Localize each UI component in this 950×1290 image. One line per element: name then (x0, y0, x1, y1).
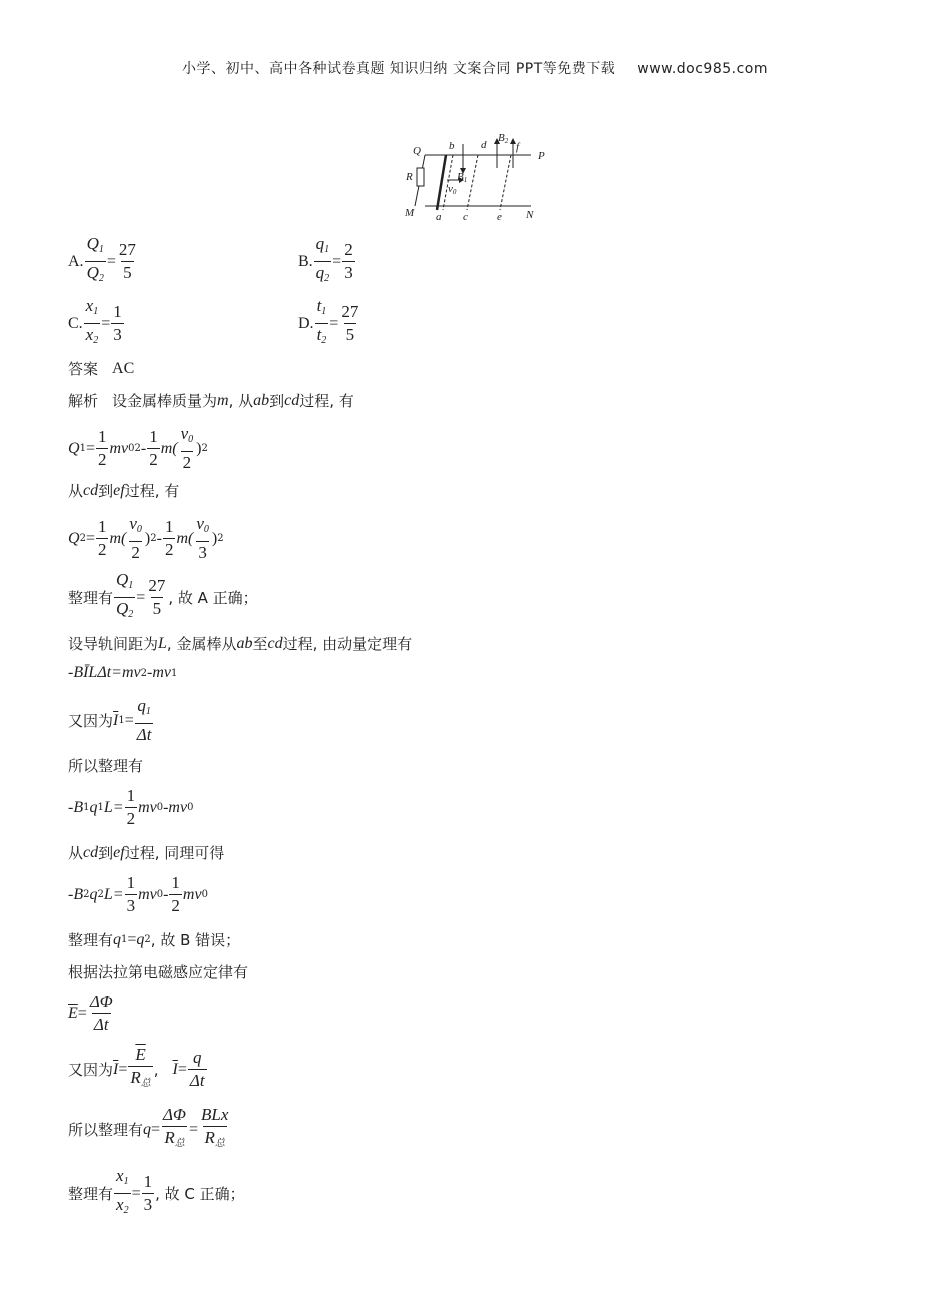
page-header (0, 58, 950, 78)
analysis-line-8: 整理有 q 1 = q 2 , 故 B 错误； (68, 930, 241, 949)
analysis-line-3: 整理有 $\frac{Q_1}{Q_2}$ = $\frac{27}{5}$ , 故 A 正确； (68, 570, 258, 625)
formula-momentum: -BĪLΔt=mv 2 -mv 1 (68, 664, 178, 681)
header-text: 小学、初中、高中各种试卷真题 知识归纳 文案合同 PPT等免费下载 (181, 61, 616, 77)
formula-emf: $\overline{E}$ = $\frac{\Delta\Phi}{\Delta t}$ (68, 992, 113, 1034)
formula-q2: Q 2 = $\frac{1}{2}$ m( $v_0$ 2 ) 2 - 1 2 m( $v_0$ 3 ) 2 (68, 514, 224, 562)
analysis-line-5: 又因为 $\overline{I}$ 1 = $\frac{q_1}{\Delta t}$ (68, 696, 152, 744)
label-d: d (481, 139, 487, 151)
label-M: M (405, 207, 415, 219)
option-d[interactable]: D. $\frac{t_1}{t_2}$ = $\frac{27}{5}$ (298, 296, 361, 351)
analysis-line-11: 所以整理有 q = ΔΦ $R_总$ = BLx $R_总$ (68, 1105, 231, 1154)
header-url: www.doc985.com (637, 61, 769, 77)
analysis-line-7: 从 cd 到 ef 过程, 同理可得 (68, 843, 225, 862)
rails-diagram (403, 128, 563, 224)
resistor (417, 168, 424, 186)
label-P: P (538, 150, 545, 162)
formula-b1: -B 1 q 1 L= $\frac{1}{2}$ mv 0 -mv 0 (68, 786, 194, 828)
label-B2: B2 (498, 132, 509, 145)
option-c[interactable]: C. $\frac{x_1}{x_2}$ = $\frac{1}{3}$ (68, 296, 125, 351)
formula-b2: -B 2 q 2 L= $\frac{1}{3}$ mv 0 - 1 2 mv 0 (68, 873, 208, 915)
label-N: N (526, 209, 534, 221)
label-b: b (449, 140, 455, 152)
label-c: c (463, 211, 468, 223)
analysis-line-6: 所以整理有 (68, 757, 144, 775)
option-b[interactable]: B. $\frac{q_1}{q_2}$ = $\frac{2}{3}$ (298, 234, 356, 289)
analysis-line-2: 从 cd 到 ef 过程, 有 (68, 481, 180, 500)
formula-q1: Q 1 = $\frac{1}{2}$ mv 0 2 - 1 2 m( $v_0$ 2 ) 2 (68, 424, 208, 472)
option-a[interactable]: A. $\frac{Q_1}{Q_2}$ = $\frac{27}{5}$ (68, 234, 139, 289)
label-v0: v0 (448, 183, 457, 196)
label-Q: Q (413, 145, 421, 157)
label-B1: B1 (457, 171, 468, 184)
label-f: f (516, 141, 520, 153)
analysis-line-1: 解析 设金属棒质量为 m , 从 ab 到 cd 过程, 有 (68, 391, 354, 410)
label-a: a (436, 211, 442, 223)
label-e: e (497, 211, 502, 223)
analysis-line-12: 整理有 $\frac{x_1}{x_2}$ = $\frac{1}{3}$ , 故 C 正确； (68, 1166, 245, 1221)
analysis-line-9: 根据法拉第电磁感应定律有 (68, 963, 249, 981)
analysis-line-10: 又因为 $\overline{I}$ = $\overline{E}$ $R_总$ , $\overline{I}$ = $\frac{q}{\Delta t}$ (68, 1045, 208, 1094)
analysis-line-4: 设导轨间距为 L , 金属棒从 ab 至 cd 过程, 由动量定理有 (68, 634, 413, 653)
answer-line: 答案 AC (68, 359, 135, 378)
label-R: R (406, 171, 413, 183)
